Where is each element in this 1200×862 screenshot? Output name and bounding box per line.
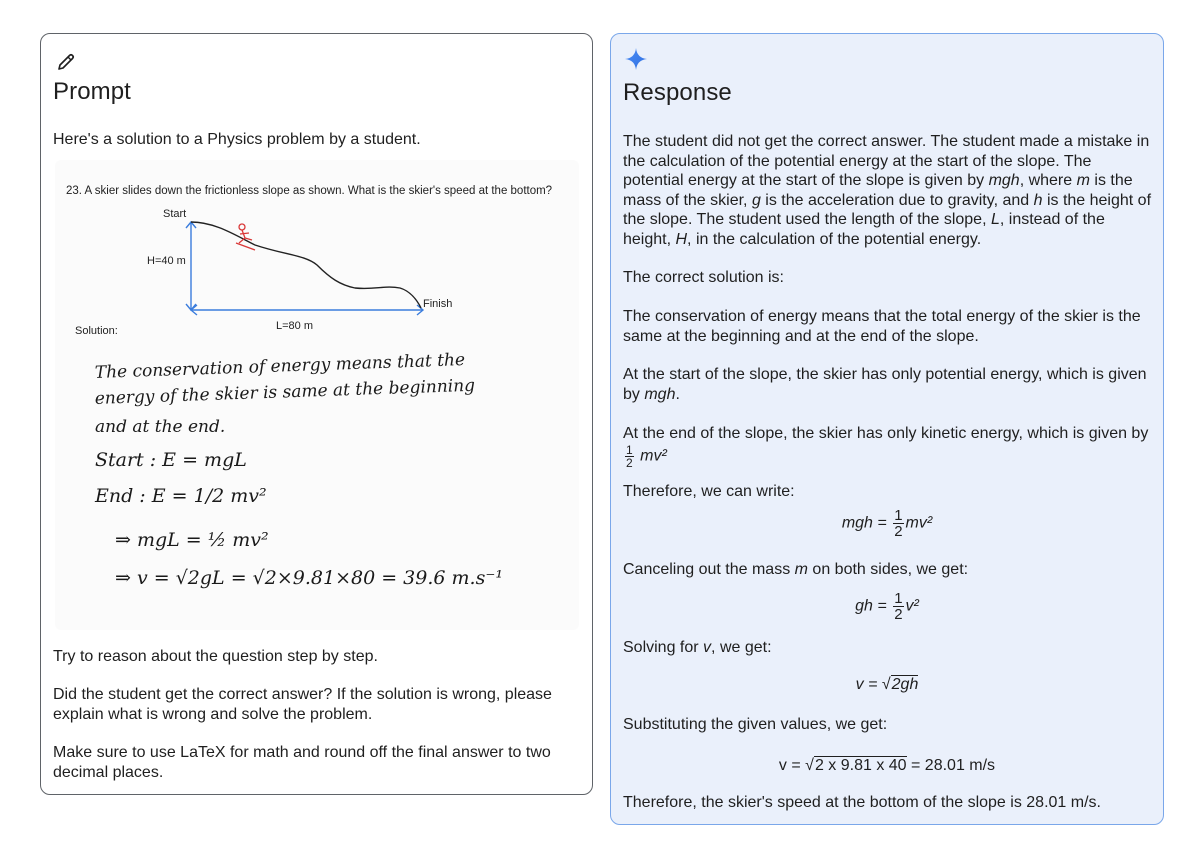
handwriting-line-2: energy of the skier is same at the beginning — [94, 375, 476, 409]
height-label: H=40 m — [147, 255, 186, 267]
length-arrow — [191, 305, 423, 315]
response-paragraph-1: The student did not get the correct answer. The student made a mistake in the calculation of the potential energy at the start of the slope. The potential energy at the start of the slope is given by mgh, where m is the mass of the skier, g is the acceleration due to gravity, and h is the height of the slope. The student used the length of the slope, L, instead of the height, H, in the calculation of the potential energy. — [623, 133, 1152, 248]
response-paragraph-7: Canceling out the mass m on both sides, we get: — [623, 561, 969, 578]
prompt-step-text: Try to reason about the question step by step. — [53, 648, 378, 665]
fraction-half: $\frac{1}{2}$ — [626, 442, 633, 470]
student-solution-image — [55, 160, 579, 630]
response-paragraph-6: Therefore, we can write: — [623, 483, 795, 500]
prompt-card — [40, 33, 593, 795]
prompt-question-text: Did the student get the correct answer? If the solution is wrong, please explain what is wrong and solve the problem. — [53, 686, 552, 723]
equation-4: v = √2 x 9.81 x 40 = 28.01 m/s — [778, 757, 996, 774]
handwriting-line-5: End : E = 1/2 mv² — [95, 485, 267, 507]
start-label: Start — [163, 208, 187, 220]
question-text: 23. A skier slides down the frictionless slope as shown. What is the skier's speed at the bottom? — [66, 185, 553, 197]
pencil-icon — [56, 52, 76, 72]
finish-label: Finish — [423, 298, 453, 310]
response-title: Response — [623, 79, 732, 106]
handwriting-line-4: Start : E = mgL — [95, 449, 247, 471]
length-label: L=80 m — [276, 320, 313, 332]
response-paragraph-9: Substituting the given values, we get: — [623, 716, 888, 733]
equation-3: v = √2gh — [855, 676, 919, 693]
handwriting-line-7: ⇒ v = √2gL = √2×9.81×80 = 39.6 m.s⁻¹ — [115, 567, 503, 589]
response-paragraph-5: At the end of the slope, the skier has only kinetic energy, which is given by $\frac{1}{2}$ mv² — [623, 425, 1149, 470]
response-paragraph-8: Solving for v, we get: — [623, 639, 772, 656]
handwriting-line-1: The conservation of energy means that the — [94, 350, 466, 383]
height-arrow — [186, 222, 196, 310]
prompt-title: Prompt — [53, 78, 131, 105]
sparkle-icon — [624, 47, 648, 71]
slope-curve — [191, 222, 421, 308]
response-paragraph-4: At the start of the slope, the skier has only potential energy, which is given by mgh. — [623, 366, 1147, 403]
prompt-latex-text: Make sure to use LaTeX for math and round off the final answer to two decimal places. — [53, 744, 551, 781]
response-paragraph-3: The conservation of energy means that the total energy of the skier is the same at the beginning and at the end of the slope. — [623, 308, 1141, 345]
equation-1: mgh = $\frac{1}{2}$ mv² — [841, 507, 933, 540]
response-paragraph-10: Therefore, the skier's speed at the bottom of the slope is 28.01 m/s. — [623, 794, 1101, 811]
response-card — [610, 33, 1164, 825]
response-paragraph-2: The correct solution is: — [623, 269, 784, 286]
equation-2: gh = $\frac{1}{2}$ v² — [855, 590, 919, 623]
handwriting-line-6: ⇒ mgL = ½ mv² — [115, 529, 269, 551]
handwriting-line-3: and at the end. — [95, 417, 226, 437]
solution-label: Solution: — [75, 325, 118, 337]
prompt-intro: Here's a solution to a Physics problem by a student. — [53, 131, 421, 148]
